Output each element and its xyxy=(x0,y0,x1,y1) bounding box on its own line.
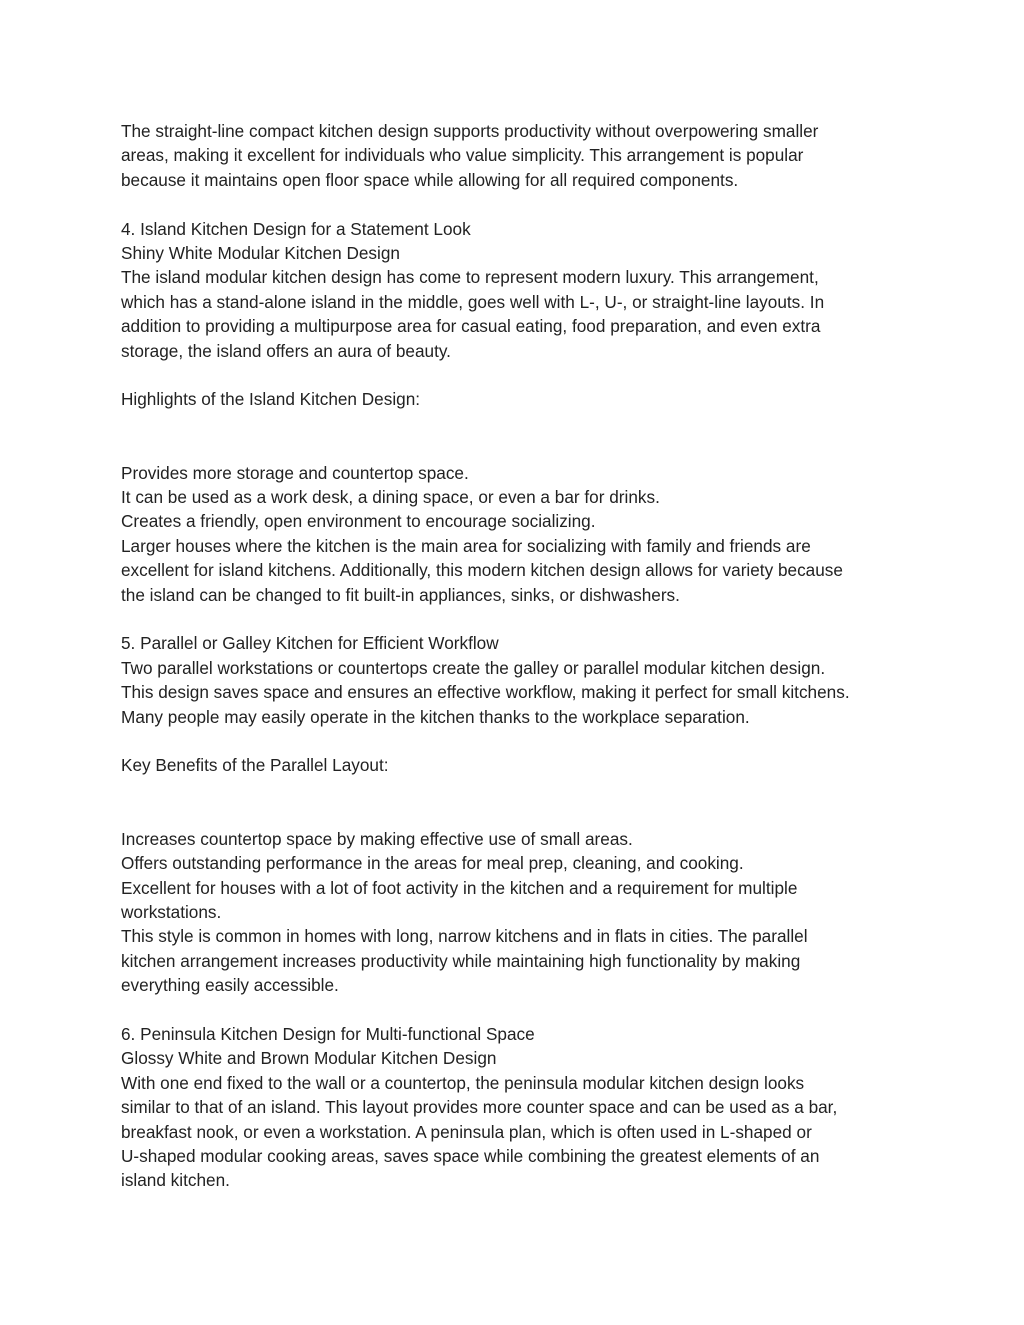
text-line: everything easily accessible. xyxy=(121,975,339,996)
text-line: The straight-line compact kitchen design supports productivity without overpowering smaller xyxy=(121,121,819,141)
list-item: Excellent for houses with a lot of foot activity in the kitchen and a requirement for multiple xyxy=(121,877,798,898)
section-heading: 5. Parallel or Galley Kitchen for Efficient Workflow xyxy=(121,633,499,654)
text-line: Many people may easily operate in the kitchen thanks to the workplace separation. xyxy=(121,706,750,727)
spacer xyxy=(121,607,921,631)
list-item: Creates a friendly, open environment to encourage socializing. xyxy=(121,511,596,532)
section-6 xyxy=(121,1022,921,1193)
text-line: This style is common in homes with long, narrow kitchens and in flats in cities. The parallel xyxy=(121,926,808,947)
list-item: Offers outstanding performance in the areas for meal prep, cleaning, and cooking. xyxy=(121,853,744,874)
text-line: the island can be changed to fit built-in appliances, sinks, or dishwashers. xyxy=(121,584,680,605)
section-subheading: Shiny White Modular Kitchen Design xyxy=(121,243,400,264)
section-subheading: Glossy White and Brown Modular Kitchen Design xyxy=(121,1048,497,1069)
text-line: With one end fixed to the wall or a countertop, the peninsula modular kitchen design looks xyxy=(121,1072,805,1093)
text-line: similar to that of an island. This layout provides more counter space and can be used as a bar, xyxy=(121,1097,838,1118)
list-item: workstations. xyxy=(121,901,222,922)
list-item: Provides more storage and countertop space. xyxy=(121,462,469,483)
document-page xyxy=(121,119,921,1193)
text-line: excellent for island kitchens. Additionally, this modern kitchen design allows for variety because xyxy=(121,560,843,581)
text-line: The island modular kitchen design has come to represent modern luxury. This arrangement, xyxy=(121,267,819,288)
spacer xyxy=(121,192,921,216)
text-line: storage, the island offers an aura of beauty. xyxy=(121,340,451,361)
list-item: It can be used as a work desk, a dining space, or even a bar for drinks. xyxy=(121,487,660,508)
spacer xyxy=(121,729,921,753)
spacer xyxy=(121,778,921,827)
text-line: areas, making it excellent for individuals who value simplicity. This arrangement is popular xyxy=(121,145,804,166)
section-heading: 4. Island Kitchen Design for a Statement Look xyxy=(121,218,471,239)
text-line: breakfast nook, or even a workstation. A peninsula plan, which is often used in L-shaped or xyxy=(121,1121,812,1142)
spacer xyxy=(121,363,921,387)
text-line: which has a stand-alone island in the middle, goes well with L-, U-, or straight-line layouts. In xyxy=(121,291,825,312)
spacer xyxy=(121,412,921,461)
text-line: because it maintains open floor space while allowing for all required components. xyxy=(121,169,739,190)
text-line: Two parallel workstations or countertops create the galley or parallel modular kitchen design. xyxy=(121,657,826,678)
text-line: island kitchen. xyxy=(121,1170,230,1191)
section-4 xyxy=(121,217,921,607)
list-item: Increases countertop space by making effective use of small areas. xyxy=(121,828,633,849)
text-line: Larger houses where the kitchen is the main area for socializing with family and friends are xyxy=(121,535,811,556)
text-line: addition to providing a multipurpose area for casual eating, food preparation, and even extra xyxy=(121,316,821,337)
text-line: This design saves space and ensures an effective workflow, making it perfect for small kitchens. xyxy=(121,682,850,703)
text-line: kitchen arrangement increases productivity while maintaining high functionality by making xyxy=(121,950,801,971)
benefits-title: Key Benefits of the Parallel Layout: xyxy=(121,755,389,776)
intro-paragraph xyxy=(121,119,921,192)
spacer xyxy=(121,998,921,1022)
section-5 xyxy=(121,631,921,997)
text-line: U-shaped modular cooking areas, saves space while combining the greatest elements of an xyxy=(121,1145,820,1166)
section-heading: 6. Peninsula Kitchen Design for Multi-functional Space xyxy=(121,1023,535,1044)
highlights-title: Highlights of the Island Kitchen Design: xyxy=(121,389,421,410)
